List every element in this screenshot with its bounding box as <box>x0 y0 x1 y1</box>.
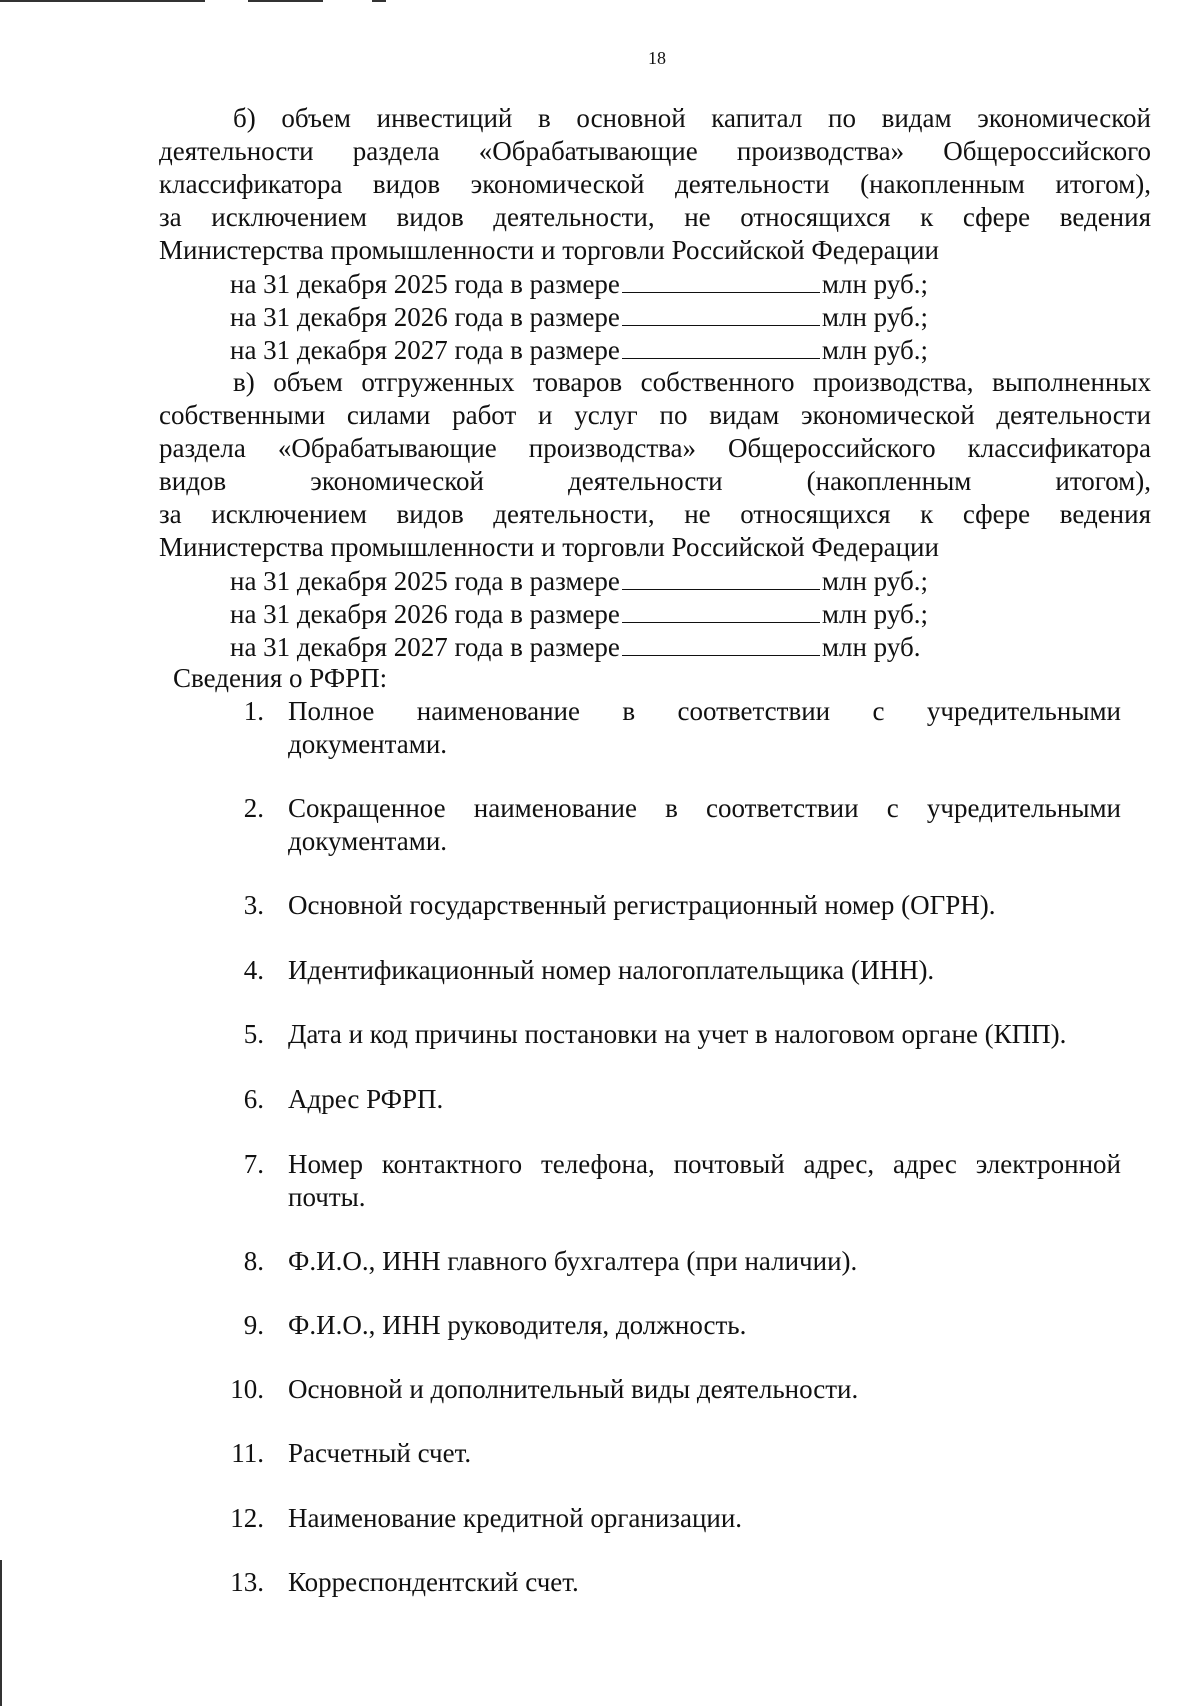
paragraph-line: Министерства промышленности и торговли Российской Федерации <box>159 532 939 562</box>
list-text: Номер контактного телефона, почтовый адрес, адрес электронной <box>288 1149 1121 1179</box>
target-prefix: на 31 декабря 2025 года в размере <box>230 566 620 596</box>
target-suffix: млн руб. <box>821 632 921 662</box>
paragraph-line: деятельности раздела «Обрабатывающие производства» Общероссийского <box>159 136 1151 166</box>
list-text: Основной и дополнительный виды деятельности. <box>288 1374 859 1404</box>
target-suffix: млн руб.; <box>821 599 928 629</box>
target-line-2026 <box>230 600 928 628</box>
target-suffix: млн руб.; <box>821 566 928 596</box>
paragraph-line: собственными силами работ и услуг по видам экономической деятельности <box>159 400 1151 430</box>
list-number: 6. <box>243 1084 264 1114</box>
list-text-continued: почты. <box>288 1182 366 1212</box>
target-suffix: млн руб.; <box>821 335 928 365</box>
fill-in-blank[interactable] <box>622 567 820 590</box>
list-number: 5. <box>243 1019 264 1049</box>
list-number: 1. <box>243 696 264 726</box>
list-text: Адрес РФРП. <box>288 1084 444 1114</box>
target-suffix: млн руб.; <box>821 302 928 332</box>
list-text: Основной государственный регистрационный номер (ОГРН). <box>288 890 996 920</box>
target-line-2027 <box>230 336 928 364</box>
list-text: Ф.И.О., ИНН главного бухгалтера (при наличии). <box>288 1246 858 1276</box>
paragraph-line: за исключением видов деятельности, не относящихся к сфере ведения <box>159 202 1151 232</box>
fill-in-blank[interactable] <box>622 270 820 293</box>
list-text-continued: документами. <box>288 729 448 759</box>
list-text: Дата и код причины постановки на учет в налоговом органе (КПП). <box>288 1019 1067 1049</box>
scan-edge-mark-top-left <box>0 0 205 2</box>
list-number: 4. <box>243 955 264 985</box>
list-text: Корреспондентский счет. <box>288 1567 579 1597</box>
target-line-2026 <box>230 303 928 331</box>
paragraph-line: раздела «Обрабатывающие производства» Общероссийского классификатора <box>159 433 1151 463</box>
target-prefix: на 31 декабря 2027 года в размере <box>230 335 620 365</box>
target-prefix: на 31 декабря 2026 года в размере <box>230 599 620 629</box>
fill-in-blank[interactable] <box>622 600 820 623</box>
target-line-2025 <box>230 270 928 298</box>
list-text: Ф.И.О., ИНН руководителя, должность. <box>288 1310 747 1340</box>
paragraph-line: за исключением видов деятельности, не относящихся к сфере ведения <box>159 499 1151 529</box>
list-number: 13. <box>230 1567 264 1597</box>
target-prefix: на 31 декабря 2027 года в размере <box>230 632 620 662</box>
list-number: 10. <box>230 1374 264 1404</box>
paragraph-line: б) объем инвестиций в основной капитал по видам экономической <box>233 103 1151 133</box>
list-number: 12. <box>230 1503 264 1533</box>
paragraph-line: классификатора видов экономической деятельности (накопленным итогом), <box>159 169 1151 199</box>
list-text: Расчетный счет. <box>288 1438 472 1468</box>
fill-in-blank[interactable] <box>622 336 820 359</box>
target-line-2027 <box>230 633 920 661</box>
scan-edge-mark-top-right <box>372 0 386 2</box>
paragraph-line: видов экономической деятельности (накопленным итогом), <box>159 466 1151 496</box>
scan-edge-mark-top <box>248 0 323 2</box>
list-text-continued: документами. <box>288 826 448 856</box>
list-text: Идентификационный номер налогоплательщика (ИНН). <box>288 955 935 985</box>
list-number: 2. <box>243 793 264 823</box>
paragraph-line: в) объем отгруженных товаров собственного производства, выполненных <box>233 367 1151 397</box>
list-text: Полное наименование в соответствии с учредительными <box>288 696 1121 726</box>
target-suffix: млн руб.; <box>821 269 928 299</box>
fill-in-blank[interactable] <box>622 633 820 656</box>
paragraph-line: Министерства промышленности и торговли Российской Федерации <box>159 235 939 265</box>
list-number: 7. <box>243 1149 264 1179</box>
list-text: Наименование кредитной организации. <box>288 1503 743 1533</box>
list-number: 8. <box>243 1246 264 1276</box>
target-line-2025 <box>230 567 928 595</box>
fill-in-blank[interactable] <box>622 303 820 326</box>
list-number: 9. <box>243 1310 264 1340</box>
list-number: 11. <box>231 1438 264 1468</box>
list-text: Сокращенное наименование в соответствии с учредительными <box>288 793 1121 823</box>
target-prefix: на 31 декабря 2026 года в размере <box>230 302 620 332</box>
scan-edge-mark-left <box>0 1560 2 1706</box>
target-prefix: на 31 декабря 2025 года в размере <box>230 269 620 299</box>
list-number: 3. <box>243 890 264 920</box>
rfrp-heading: Сведения о РФРП: <box>173 663 388 693</box>
page-number: 18 <box>648 48 666 68</box>
